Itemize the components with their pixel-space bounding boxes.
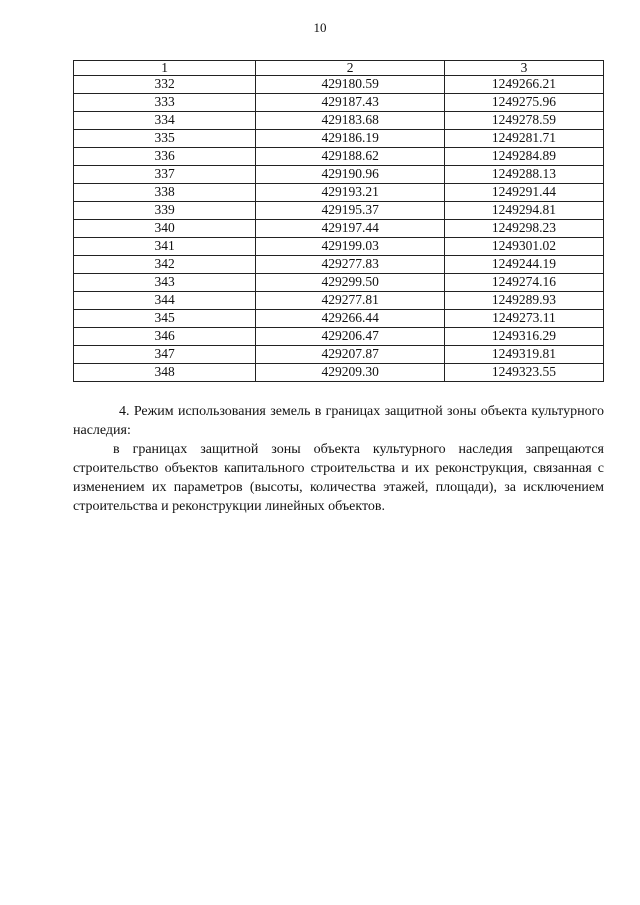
table-cell: 429299.50 bbox=[256, 273, 445, 291]
body-paragraph: в границах защитной зоны объекта культурного наследия запрещаются строительство объектов капитального строительства и их реконструкция, связанная с изменением их параметров (высоты, количества этажей, площади), за исключением строительства и реконструкции линейных объектов. bbox=[73, 442, 604, 514]
column-header: 3 bbox=[444, 61, 603, 76]
table-cell: 429277.81 bbox=[256, 291, 445, 309]
table-cell: 1249323.55 bbox=[444, 363, 603, 381]
table-cell: 1249273.11 bbox=[444, 309, 603, 327]
table-cell: 1249294.81 bbox=[444, 201, 603, 219]
table-cell: 429197.44 bbox=[256, 219, 445, 237]
table-cell: 343 bbox=[74, 273, 256, 291]
table-cell: 342 bbox=[74, 255, 256, 273]
table-cell: 1249319.81 bbox=[444, 345, 603, 363]
table-cell: 1249289.93 bbox=[444, 291, 603, 309]
table-cell: 1249266.21 bbox=[444, 75, 603, 93]
table-cell: 1249278.59 bbox=[444, 111, 603, 129]
table-row bbox=[74, 93, 604, 111]
column-header: 2 bbox=[256, 61, 445, 76]
table-row bbox=[74, 255, 604, 273]
table-cell: 337 bbox=[74, 165, 256, 183]
table-cell: 429206.47 bbox=[256, 327, 445, 345]
table-row bbox=[74, 147, 604, 165]
table-cell: 339 bbox=[74, 201, 256, 219]
table-row bbox=[74, 129, 604, 147]
table-cell: 429209.30 bbox=[256, 363, 445, 381]
table-cell: 429190.96 bbox=[256, 165, 445, 183]
section-heading-paragraph: 4. Режим использования земель в границах защитной зоны объекта культурного наследия: bbox=[73, 404, 604, 438]
table-cell: 1249274.16 bbox=[444, 273, 603, 291]
table-cell: 429188.62 bbox=[256, 147, 445, 165]
table-body bbox=[74, 75, 604, 381]
table-cell: 1249298.23 bbox=[444, 219, 603, 237]
table-cell: 429195.37 bbox=[256, 201, 445, 219]
table-cell: 335 bbox=[74, 129, 256, 147]
table-cell: 429266.44 bbox=[256, 309, 445, 327]
table-cell: 345 bbox=[74, 309, 256, 327]
table-cell: 344 bbox=[74, 291, 256, 309]
table-cell: 340 bbox=[74, 219, 256, 237]
table-cell: 341 bbox=[74, 237, 256, 255]
table-cell: 332 bbox=[74, 75, 256, 93]
table-row bbox=[74, 237, 604, 255]
table-cell: 1249281.71 bbox=[444, 129, 603, 147]
table-cell: 348 bbox=[74, 363, 256, 381]
table-cell: 429199.03 bbox=[256, 237, 445, 255]
table-cell: 1249301.02 bbox=[444, 237, 603, 255]
table-cell: 1249288.13 bbox=[444, 165, 603, 183]
table-cell: 336 bbox=[74, 147, 256, 165]
table-cell: 346 bbox=[74, 327, 256, 345]
table-cell: 347 bbox=[74, 345, 256, 363]
table-cell: 429277.83 bbox=[256, 255, 445, 273]
table-row bbox=[74, 75, 604, 93]
table-cell: 429187.43 bbox=[256, 93, 445, 111]
column-header: 1 bbox=[74, 61, 256, 76]
table-cell: 1249316.29 bbox=[444, 327, 603, 345]
table-cell: 429183.68 bbox=[256, 111, 445, 129]
table-cell: 338 bbox=[74, 183, 256, 201]
table-row bbox=[74, 309, 604, 327]
table-row bbox=[74, 219, 604, 237]
table-cell: 1249291.44 bbox=[444, 183, 603, 201]
table-row bbox=[74, 345, 604, 363]
table-cell: 429207.87 bbox=[256, 345, 445, 363]
table-cell: 1249244.19 bbox=[444, 255, 603, 273]
table-cell: 334 bbox=[74, 111, 256, 129]
table-cell: 429193.21 bbox=[256, 183, 445, 201]
table-row bbox=[74, 291, 604, 309]
table-cell: 1249275.96 bbox=[444, 93, 603, 111]
table-row bbox=[74, 363, 604, 381]
table-row bbox=[74, 273, 604, 291]
table-cell: 333 bbox=[74, 93, 256, 111]
table-header-row bbox=[74, 61, 604, 76]
page-number: 10 bbox=[313, 20, 327, 35]
table-cell: 429180.59 bbox=[256, 75, 445, 93]
table-cell: 1249284.89 bbox=[444, 147, 603, 165]
table-row bbox=[74, 111, 604, 129]
table-row bbox=[74, 165, 604, 183]
table-row bbox=[74, 327, 604, 345]
table-row bbox=[74, 201, 604, 219]
table-row bbox=[74, 183, 604, 201]
coordinates-table bbox=[73, 60, 604, 382]
table-cell: 429186.19 bbox=[256, 129, 445, 147]
